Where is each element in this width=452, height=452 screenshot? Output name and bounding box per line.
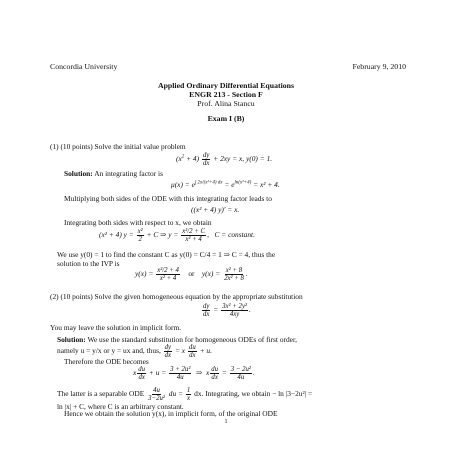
implicit-form-note: You may leave the solution in implicit form. xyxy=(50,323,182,332)
integrating-factor-equation: $\mu(x) = e^{\int 2x/(x^2+4) dx} = e^{ln(x^2+4)} = x^2 + 4$. xyxy=(171,180,280,189)
problem1-solution-intro: Solution: An integrating factor is xyxy=(64,169,163,178)
professor-name: Prof. Alina Stancu xyxy=(197,99,255,108)
course-title: Applied Ordinary Differential Equations xyxy=(157,81,295,90)
exam-title: Exam I (B) xyxy=(207,114,245,123)
course-section: ENGR 213 - Section F xyxy=(189,90,263,99)
separable-text: The latter is a separable ODE $\frac{4u}{\text{3−2u²}}$ du = $\frac{1}{x}$ dx. Integrating, we obtain − ln |3−2u²| = ln |x| + C, where C is an arbitrary constant. xyxy=(57,387,313,411)
transformed-ode-equation: x $\frac{du}{dx}$ + u = $\frac{\text{3 + 2u²}}{4u}$ ⇒ x $\frac{du}{dx}$ = $\frac{\text{3 − 2u²}}{4u}$ . xyxy=(133,366,255,381)
problem2-statement: (2) (10 points) Solve the given homogeneous equation by the appropriate substitution xyxy=(50,292,303,301)
problem1-statement: (1) (10 points) Solve the initial value problem xyxy=(50,142,186,151)
problem2-solution-intro: Solution: We use the standard substitution for homogeneous ODEs of first order, namely u = y/x or y = ux and, thus, $\frac{dy}{dx}$ = x $\frac{du}{dx}$ + u. xyxy=(57,335,297,359)
ode-becomes-text: Therefore the ODE becomes xyxy=(64,357,149,366)
university-name: Concordia University xyxy=(50,62,118,71)
problem1-equation: $(x^2 + 4)$ $\frac{dy}{dx}$ + 2xy = x, y(0) = 1. xyxy=(176,152,273,167)
product-rule-equation: ((x² + 4) y)′ = x. xyxy=(191,205,240,214)
hence-text: Hence we obtain the solution y(x), in implicit form, of the original ODE xyxy=(64,409,278,418)
exam-date: February 9, 2010 xyxy=(352,62,406,71)
page-number: 1 xyxy=(224,419,228,425)
integrated-equation: (x² + 4) y = $\frac{\text{x²}}{2}$ + C ⇒ y = $\frac{\text{x²/2 + C}}{\text{x² + 4}}$ , C = constant. xyxy=(99,228,255,243)
ivp-solution-equation: y(x) = $\frac{\text{x²/2 + 4}}{\text{x² + 4}}$ or y(x) = $\frac{\text{x² + 8}}{\text{2x² + 8}}$ . xyxy=(135,267,248,282)
integrating-text: Integrating both sides with respect to x, we obtain xyxy=(64,218,212,227)
initial-condition-text: We use y(0) = 1 to find the constant C as y(0) = C/4 = 1 ⇒ C = 4, thus the solution to the IVP is xyxy=(57,250,276,268)
problem2-equation: $\frac{dy}{dx}$ = $\frac{\text{3x² + 2y²}}{4xy}$ . xyxy=(203,303,251,318)
multiplying-text: Multiplying both sides of the ODE with this integrating factor leads to xyxy=(64,194,272,203)
